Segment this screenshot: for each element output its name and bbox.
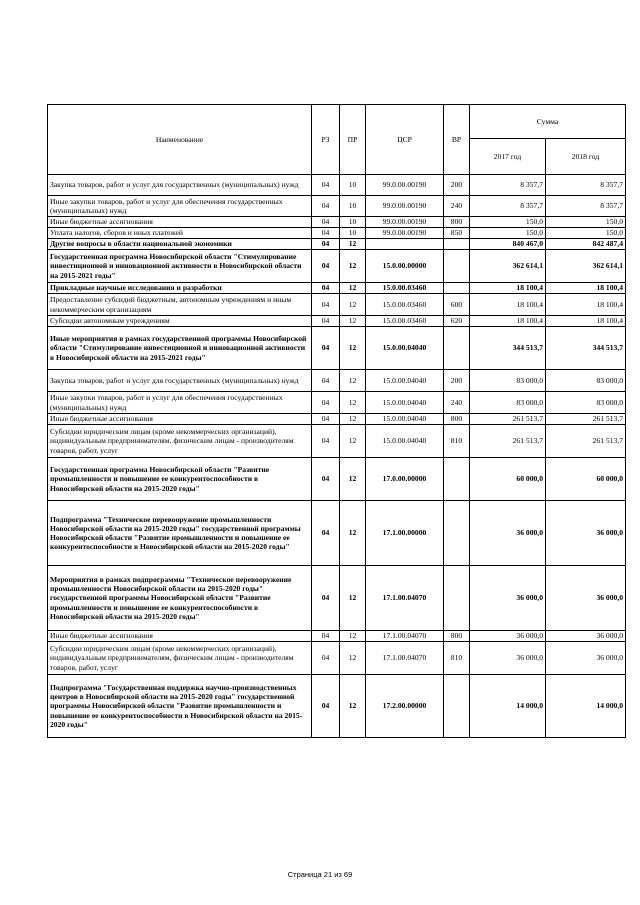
row-vr-cell — [444, 250, 470, 283]
row-pr-cell: 12 — [340, 631, 366, 642]
col-header-2018: 2018 год — [546, 139, 626, 175]
row-csr-cell: 17.1.00.00000 — [366, 501, 444, 566]
row-2017-cell: 83 000,0 — [470, 392, 546, 414]
row-2018-cell: 60 000,0 — [546, 458, 626, 501]
row-pr-cell: 12 — [340, 675, 366, 738]
row-2017-cell: 18 100,4 — [470, 294, 546, 316]
table-row — [48, 425, 626, 458]
row-vr-cell: 200 — [444, 370, 470, 392]
row-name-cell: Предоставление субсидий бюджетным, автономным учреждениям и иным некоммерческим организациям — [48, 294, 312, 316]
row-csr-cell: 17.0.00.00000 — [366, 458, 444, 501]
table-row — [48, 327, 626, 370]
row-2017-cell: 36 000,0 — [470, 642, 546, 675]
row-2018-cell: 344 513,7 — [546, 327, 626, 370]
row-2018-cell: 362 614,1 — [546, 250, 626, 283]
row-rz-cell: 04 — [312, 196, 340, 217]
row-2017-cell: 83 000,0 — [470, 370, 546, 392]
row-csr-cell — [366, 239, 444, 250]
row-csr-cell: 15.0.00.00000 — [366, 250, 444, 283]
table-row — [48, 458, 626, 501]
row-pr-cell: 10 — [340, 217, 366, 228]
row-vr-cell: 620 — [444, 316, 470, 327]
row-name-cell: Иные бюджетные ассигнования — [48, 414, 312, 425]
table-row — [48, 631, 626, 642]
row-2018-cell: 36 000,0 — [546, 642, 626, 675]
row-csr-cell: 99.0.00.00190 — [366, 175, 444, 196]
row-2018-cell: 36 000,0 — [546, 631, 626, 642]
row-name-cell: Иные бюджетные ассигнования — [48, 217, 312, 228]
row-name-cell: Уплата налогов, сборов и иных платежей — [48, 228, 312, 239]
table-row — [48, 175, 626, 196]
row-2018-cell: 261 513,7 — [546, 425, 626, 458]
row-name-cell: Иные закупки товаров, работ и услуг для обеспечения государственных (муниципальных) нужд — [48, 196, 312, 217]
col-header-csr: ЦСР — [366, 105, 444, 175]
row-name-cell: Другие вопросы в области национальной экономики — [48, 239, 312, 250]
row-2018-cell: 36 000,0 — [546, 501, 626, 566]
row-2017-cell: 261 513,7 — [470, 425, 546, 458]
row-2017-cell: 18 100,4 — [470, 316, 546, 327]
row-vr-cell: 800 — [444, 631, 470, 642]
row-2018-cell: 842 487,4 — [546, 239, 626, 250]
row-pr-cell: 12 — [340, 250, 366, 283]
row-2018-cell: 261 513,7 — [546, 414, 626, 425]
row-2017-cell: 261 513,7 — [470, 414, 546, 425]
row-name-cell: Подпрограмма "Техническое перевооружение промышленности Новосибирской области на 2015-2020 годы" государственной программы Новосибирской области "Развитие промышленности и повышение ее конкурентоспособности в Новосибирской области на 2015-2020 годы" — [48, 501, 312, 566]
row-name-cell: Иные бюджетные ассигнования — [48, 631, 312, 642]
table-row — [48, 283, 626, 294]
row-name-cell: Закупка товаров, работ и услуг для государственных (муниципальных) нужд — [48, 370, 312, 392]
row-pr-cell: 12 — [340, 458, 366, 501]
row-vr-cell — [444, 239, 470, 250]
row-2018-cell: 36 000,0 — [546, 566, 626, 631]
row-pr-cell: 10 — [340, 175, 366, 196]
row-2017-cell: 8 357,7 — [470, 196, 546, 217]
col-header-pr: ПР — [340, 105, 366, 175]
col-header-vr: ВР — [444, 105, 470, 175]
row-csr-cell: 15.0.00.03460 — [366, 316, 444, 327]
row-2017-cell: 14 000,0 — [470, 675, 546, 738]
row-pr-cell: 10 — [340, 228, 366, 239]
row-csr-cell: 15.0.00.04040 — [366, 370, 444, 392]
row-rz-cell: 04 — [312, 228, 340, 239]
row-csr-cell: 15.0.00.04040 — [366, 392, 444, 414]
row-rz-cell: 04 — [312, 642, 340, 675]
row-csr-cell: 17.2.00.00000 — [366, 675, 444, 738]
col-header-rz: РЗ — [312, 105, 340, 175]
row-pr-cell: 12 — [340, 414, 366, 425]
row-rz-cell: 04 — [312, 283, 340, 294]
table-row — [48, 196, 626, 217]
table-row — [48, 228, 626, 239]
row-2017-cell: 150,0 — [470, 228, 546, 239]
row-pr-cell: 12 — [340, 642, 366, 675]
table-row — [48, 566, 626, 631]
table-row — [48, 642, 626, 675]
row-csr-cell: 15.0.00.03460 — [366, 294, 444, 316]
row-pr-cell: 12 — [340, 294, 366, 316]
row-vr-cell — [444, 327, 470, 370]
row-vr-cell: 240 — [444, 392, 470, 414]
row-csr-cell: 99.0.00.00190 — [366, 217, 444, 228]
row-2017-cell: 60 000,0 — [470, 458, 546, 501]
row-pr-cell: 12 — [340, 316, 366, 327]
row-vr-cell — [444, 566, 470, 631]
row-vr-cell: 810 — [444, 642, 470, 675]
table-row — [48, 392, 626, 414]
row-pr-cell: 12 — [340, 566, 366, 631]
row-2017-cell: 36 000,0 — [470, 566, 546, 631]
row-name-cell: Мероприятия в рамках подпрограммы "Техническое перевооружение промышленности Новосибирской области на 2015-2020 годы" государственной программы Новосибирской области "Развитие промышленности и повышение ее конкурентоспособности в Новосибирской области на 2015-2020 годы" — [48, 566, 312, 631]
row-rz-cell: 04 — [312, 675, 340, 738]
row-rz-cell: 04 — [312, 217, 340, 228]
row-vr-cell: 850 — [444, 228, 470, 239]
col-header-name: Наименование — [48, 105, 312, 175]
table-row — [48, 250, 626, 283]
table-row — [48, 370, 626, 392]
row-rz-cell: 04 — [312, 501, 340, 566]
row-name-cell: Субсидии автономным учреждениям — [48, 316, 312, 327]
row-csr-cell: 15.0.00.04040 — [366, 327, 444, 370]
row-2018-cell: 8 357,7 — [546, 175, 626, 196]
row-pr-cell: 12 — [340, 239, 366, 250]
row-rz-cell: 04 — [312, 316, 340, 327]
row-rz-cell: 04 — [312, 631, 340, 642]
row-pr-cell: 12 — [340, 392, 366, 414]
row-rz-cell: 04 — [312, 370, 340, 392]
row-2017-cell: 344 513,7 — [470, 327, 546, 370]
row-vr-cell: 800 — [444, 217, 470, 228]
row-2018-cell: 18 100,4 — [546, 316, 626, 327]
row-pr-cell: 12 — [340, 370, 366, 392]
row-2018-cell: 18 100,4 — [546, 283, 626, 294]
row-csr-cell: 17.1.00.04070 — [366, 642, 444, 675]
row-2017-cell: 8 357,7 — [470, 175, 546, 196]
row-name-cell: Государственная программа Новосибирской области "Развитие промышленности и повышение ее конкурентоспособности в Новосибирской области на 2015-2020 годы" — [48, 458, 312, 501]
row-2017-cell: 36 000,0 — [470, 501, 546, 566]
row-2018-cell: 83 000,0 — [546, 392, 626, 414]
row-2018-cell: 83 000,0 — [546, 370, 626, 392]
row-vr-cell — [444, 283, 470, 294]
row-name-cell: Иные мероприятия в рамках государственной программы Новосибирской области "Стимулирование инвестиционной и инновационной активности в Новосибирской области на 2015-2021 годы" — [48, 327, 312, 370]
row-rz-cell: 04 — [312, 294, 340, 316]
col-header-2017: 2017 год — [470, 139, 546, 175]
row-name-cell: Государственная программа Новосибирской области "Стимулирование инвестиционной и инновационной активности в Новосибирской области на 2015-2021 годы" — [48, 250, 312, 283]
row-2018-cell: 14 000,0 — [546, 675, 626, 738]
row-name-cell: Субсидии юридическим лицам (кроме некоммерческих организаций), индивидуальным предпринимателям, физическим лицам - производителям товаров, работ, услуг — [48, 425, 312, 458]
row-rz-cell: 04 — [312, 425, 340, 458]
row-csr-cell: 17.1.00.04070 — [366, 566, 444, 631]
row-rz-cell: 04 — [312, 414, 340, 425]
row-vr-cell: 240 — [444, 196, 470, 217]
row-vr-cell — [444, 501, 470, 566]
row-rz-cell: 04 — [312, 392, 340, 414]
table-row — [48, 316, 626, 327]
row-name-cell: Прикладные научные исследования и разработки — [48, 283, 312, 294]
table-row — [48, 414, 626, 425]
row-name-cell: Закупка товаров, работ и услуг для государственных (муниципальных) нужд — [48, 175, 312, 196]
table-row — [48, 675, 626, 738]
row-vr-cell — [444, 675, 470, 738]
table-row — [48, 501, 626, 566]
budget-table — [47, 104, 626, 738]
row-2017-cell: 362 614,1 — [470, 250, 546, 283]
row-pr-cell: 12 — [340, 283, 366, 294]
row-pr-cell: 12 — [340, 501, 366, 566]
row-rz-cell: 04 — [312, 327, 340, 370]
row-pr-cell: 12 — [340, 327, 366, 370]
row-name-cell: Иные закупки товаров, работ и услуг для обеспечения государственных (муниципальных) нужд — [48, 392, 312, 414]
row-vr-cell — [444, 458, 470, 501]
row-csr-cell: 15.0.00.04040 — [366, 414, 444, 425]
row-vr-cell: 810 — [444, 425, 470, 458]
row-vr-cell: 600 — [444, 294, 470, 316]
table-row — [48, 239, 626, 250]
row-2018-cell: 150,0 — [546, 228, 626, 239]
row-2017-cell: 840 467,0 — [470, 239, 546, 250]
row-name-cell: Субсидии юридическим лицам (кроме некоммерческих организаций), индивидуальным предпринимателям, физическим лицам - производителям товаров, работ, услуг — [48, 642, 312, 675]
row-rz-cell: 04 — [312, 250, 340, 283]
table-row — [48, 294, 626, 316]
row-rz-cell: 04 — [312, 175, 340, 196]
row-csr-cell: 15.0.00.03460 — [366, 283, 444, 294]
col-header-sum: Сумма — [470, 105, 626, 139]
row-csr-cell: 15.0.00.04040 — [366, 425, 444, 458]
row-2018-cell: 8 357,7 — [546, 196, 626, 217]
row-vr-cell: 200 — [444, 175, 470, 196]
row-2017-cell: 36 000,0 — [470, 631, 546, 642]
row-csr-cell: 99.0.00.00190 — [366, 228, 444, 239]
row-pr-cell: 12 — [340, 425, 366, 458]
row-csr-cell: 99.0.00.00190 — [366, 196, 444, 217]
row-2018-cell: 150,0 — [546, 217, 626, 228]
row-vr-cell: 800 — [444, 414, 470, 425]
row-2017-cell: 150,0 — [470, 217, 546, 228]
row-rz-cell: 04 — [312, 458, 340, 501]
row-name-cell: Подпрограмма "Государственная поддержка научно-производственных центров в Новосибирской области на 2015-2020 годы" государственной программы Новосибирской области "Развитие промышленности и повышение ее конкурентоспособности в Новосибирской области на 2015-2020 годы" — [48, 675, 312, 738]
row-pr-cell: 10 — [340, 196, 366, 217]
row-2018-cell: 18 100,4 — [546, 294, 626, 316]
row-rz-cell: 04 — [312, 566, 340, 631]
row-rz-cell: 04 — [312, 239, 340, 250]
table-row — [48, 217, 626, 228]
row-2017-cell: 18 100,4 — [470, 283, 546, 294]
page-footer: Страница 21 из 69 — [287, 870, 353, 879]
row-csr-cell: 17.1.00.04070 — [366, 631, 444, 642]
